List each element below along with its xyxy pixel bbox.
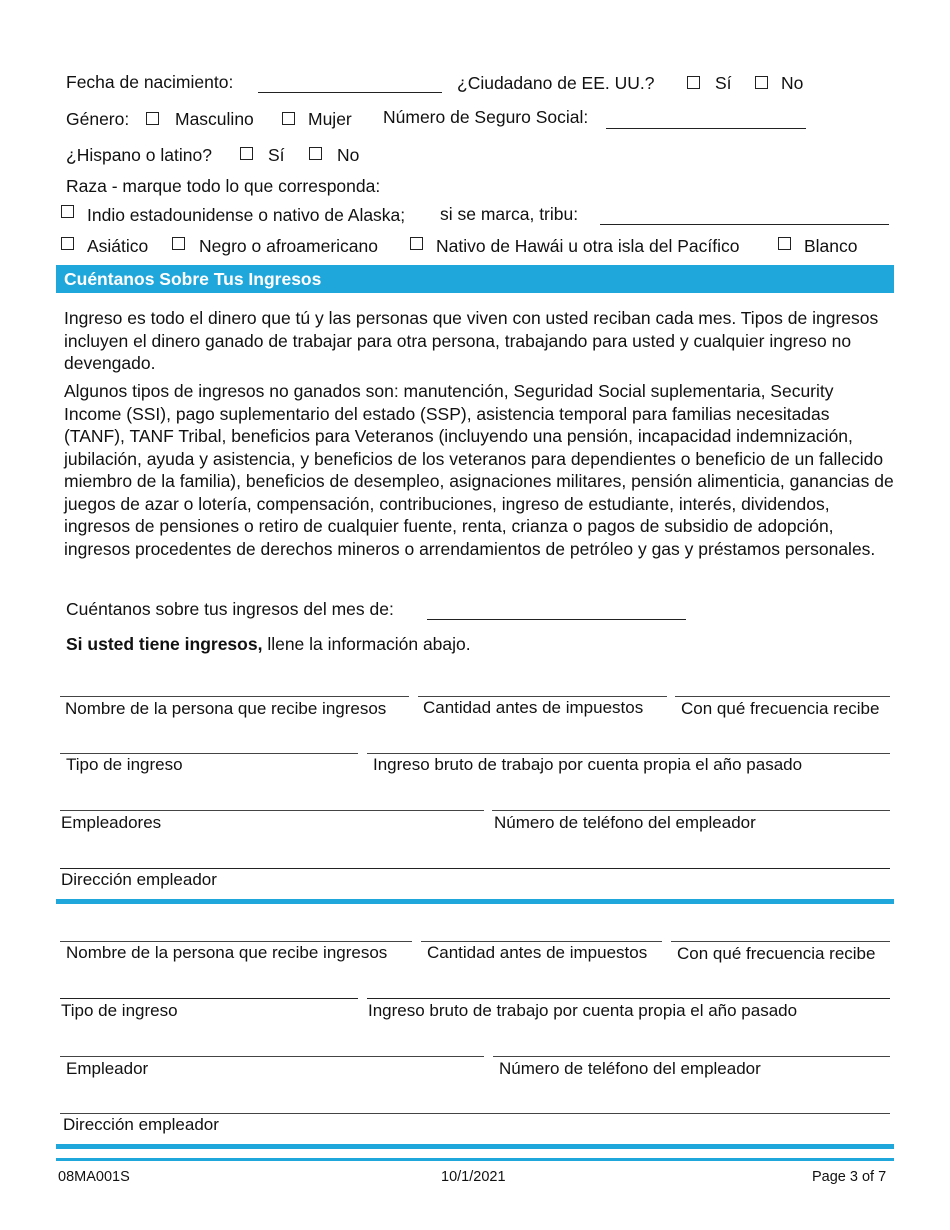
race-white-label: Blanco — [804, 236, 858, 256]
income1-type-field[interactable] — [60, 753, 358, 754]
race-hawaiian-checkbox[interactable] — [410, 237, 423, 250]
citizen-label: ¿Ciudadano de EE. UU.? — [457, 73, 655, 93]
gender-label: Género: — [66, 109, 130, 129]
income2-type-field[interactable] — [60, 998, 358, 999]
income1-frequency-label: Con qué frecuencia recibe — [681, 699, 880, 718]
gender-male-checkbox[interactable] — [146, 112, 159, 125]
gender-male-label: Masculino — [175, 109, 254, 129]
income2-self-employment-label: Ingreso bruto de trabajo por cuenta propia el año pasado — [368, 1001, 798, 1020]
income1-name-label: Nombre de la persona que recibe ingresos — [65, 699, 387, 718]
race-hawaiian-label: Nativo de Hawái u otra isla del Pacífico — [436, 236, 740, 256]
income2-frequency-label: Con qué frecuencia recibe — [677, 944, 876, 963]
income1-employer-label: Empleadores — [61, 813, 162, 832]
income-month-field[interactable] — [427, 619, 686, 620]
hispanic-label: ¿Hispano o latino? — [66, 145, 212, 165]
race-asian-label: Asiático — [87, 236, 149, 256]
if-income-rest: llene la información abajo. — [262, 634, 471, 654]
form-id: 08MA001S — [58, 1169, 130, 1185]
income2-type-label: Tipo de ingreso — [61, 1001, 178, 1020]
income-definition-paragraph: Ingreso es todo el dinero que tú y las personas que viven con usted reciban cada mes. Tipos de ingresos incluyen el dinero ganado de trabajar para otra persona, trabajando para usted y cualquier ingreso no devengado. — [64, 308, 879, 373]
income2-name-label: Nombre de la persona que recibe ingresos — [66, 943, 388, 962]
income2-address-field[interactable] — [60, 1113, 890, 1114]
dob-label: Fecha de nacimiento: — [66, 72, 234, 92]
if-income-instruction — [66, 634, 471, 655]
citizen-no-label: No — [781, 73, 804, 93]
income1-address-label: Dirección empleador — [61, 870, 217, 889]
income1-amount-field[interactable] — [418, 696, 667, 697]
race-label: Raza - marque todo lo que corresponda: — [66, 176, 381, 196]
race-asian-checkbox[interactable] — [61, 237, 74, 250]
income2-address-label: Dirección empleador — [63, 1115, 219, 1134]
race-native-american-label: Indio estadounidense o nativo de Alaska; — [87, 205, 406, 225]
citizen-no-checkbox[interactable] — [755, 76, 768, 89]
race-native-american-checkbox[interactable] — [61, 205, 74, 218]
section-divider — [56, 899, 894, 904]
income2-self-employment-field[interactable] — [367, 998, 890, 999]
income1-self-employment-label: Ingreso bruto de trabajo por cuenta propia el año pasado — [373, 755, 803, 774]
income1-phone-field[interactable] — [492, 810, 890, 811]
income2-employer-label: Empleador — [66, 1059, 149, 1078]
hispanic-yes-checkbox[interactable] — [240, 147, 253, 160]
income2-frequency-field[interactable] — [671, 941, 890, 942]
income2-employer-field[interactable] — [60, 1056, 484, 1057]
hispanic-no-label: No — [337, 145, 360, 165]
ssn-field[interactable] — [606, 128, 806, 129]
income2-name-field[interactable] — [60, 941, 412, 942]
gender-female-checkbox[interactable] — [282, 112, 295, 125]
income1-employer-field[interactable] — [60, 810, 484, 811]
race-white-checkbox[interactable] — [778, 237, 791, 250]
race-black-checkbox[interactable] — [172, 237, 185, 250]
race-black-label: Negro o afroamericano — [199, 236, 378, 256]
bottom-divider — [56, 1144, 894, 1149]
income1-phone-label: Número de teléfono del empleador — [494, 813, 756, 832]
income-section-header — [56, 265, 894, 293]
citizen-yes-checkbox[interactable] — [687, 76, 700, 89]
page-number: Page 3 of 7 — [812, 1169, 887, 1185]
ssn-label: Número de Seguro Social: — [383, 107, 589, 127]
income1-amount-label: Cantidad antes de impuestos — [423, 698, 644, 717]
income1-type-label: Tipo de ingreso — [66, 755, 183, 774]
income2-phone-field[interactable] — [493, 1056, 890, 1057]
income1-address-field[interactable] — [60, 868, 890, 869]
tribe-field[interactable] — [600, 224, 889, 225]
income1-frequency-field[interactable] — [675, 696, 890, 697]
income-month-label: Cuéntanos sobre tus ingresos del mes de: — [66, 599, 394, 619]
footer-divider — [56, 1158, 894, 1161]
income1-name-field[interactable] — [60, 696, 409, 697]
hispanic-no-checkbox[interactable] — [309, 147, 322, 160]
income2-phone-label: Número de teléfono del empleador — [499, 1059, 761, 1078]
if-income-bold: Si usted tiene ingresos, — [66, 634, 263, 654]
income2-amount-field[interactable] — [421, 941, 662, 942]
form-date: 10/1/2021 — [441, 1169, 506, 1185]
tribe-label: si se marca, tribu: — [440, 204, 579, 224]
income1-self-employment-field[interactable] — [367, 753, 890, 754]
citizen-yes-label: Sí — [715, 73, 732, 93]
income-section-title: Cuéntanos Sobre Tus Ingresos — [64, 269, 322, 289]
income2-amount-label: Cantidad antes de impuestos — [427, 943, 648, 962]
hispanic-yes-label: Sí — [268, 145, 285, 165]
unearned-income-paragraph: Algunos tipos de ingresos no ganados son: manutención, Seguridad Social suplementaria, Security Income (SSI), pago suplementario del estado (SSP), asistencia temporal para familias necesitadas (TANF), TANF Tribal, beneficios para Veteranos (incluyendo una pensión, incapacidad indemnización, jubilación, ayuda y asistencia, y beneficios de los veteranos para dependientes o beneficio de un fallecido miembro de la familia), beneficios de desempleo, asignaciones militares, pensión alimenticia, ganancias de juegos de azar o lotería, compensación, contribuciones, ingreso de estudiante, interés, dividendos, ingresos de pensiones o retiro de cualquier fuente, renta, crianza o pagos de subsidio de adopción, ingresos procedentes de derechos mineros o arrendamientos de petróleo y gas y préstamos personales. — [64, 381, 894, 559]
dob-field[interactable] — [258, 92, 442, 93]
gender-female-label: Mujer — [308, 109, 352, 129]
